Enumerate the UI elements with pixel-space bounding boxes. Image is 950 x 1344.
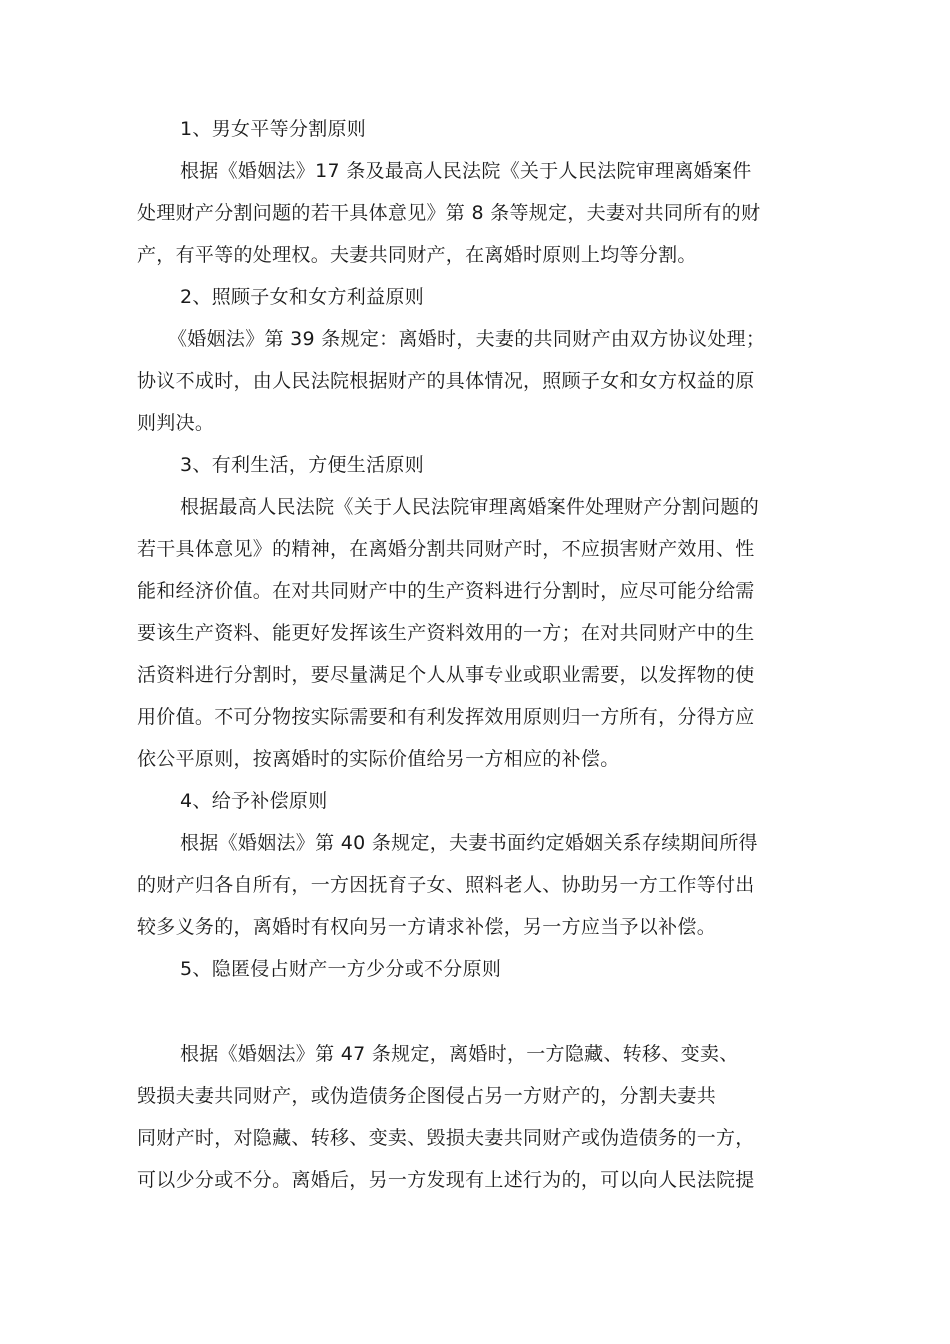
heading-principle-1: 1、男女平等分割原则 [180,118,367,140]
paragraph-line: 协议不成时，由人民法院根据财产的具体情况，照顾子女和女方权益的原 [137,370,755,392]
paragraph-line: 较多义务的，离婚时有权向另一方请求补偿，另一方应当予以补偿。 [137,916,717,938]
paragraph-line: 毁损夫妻共同财产，或伪造债务企图侵占另一方财产的，分割夫妻共 [137,1085,717,1107]
paragraph-line: 同财产时，对隐藏、转移、变卖、毁损夫妻共同财产或伪造债务的一方， [137,1127,755,1149]
heading-principle-4: 4、给予补偿原则 [180,790,328,812]
paragraph-line: 活资料进行分割时，要尽量满足个人从事专业或职业需要，以发挥物的使 [137,664,755,686]
paragraph-line: 根据最高人民法院《关于人民法院审理离婚案件处理财产分割问题的 [180,496,760,518]
paragraph-line: 的财产归各自所有，一方因抚育子女、照料老人、协助另一方工作等付出 [137,874,755,896]
paragraph-line: 处理财产分割问题的若干具体意见》第 8 条等规定，夫妻对共同所有的财 [137,202,761,224]
heading-principle-2: 2、照顾子女和女方利益原则 [180,286,424,308]
paragraph-line: 依公平原则，按离婚时的实际价值给另一方相应的补偿。 [137,748,620,770]
paragraph-line: 要该生产资料、能更好发挥该生产资料效用的一方；在对共同财产中的生 [137,622,755,644]
paragraph-line: 则判决。 [137,412,215,434]
paragraph-line: 可以少分或不分。离婚后，另一方发现有上述行为的，可以向人民法院提 [137,1169,755,1191]
paragraph-line: 根据《婚姻法》17 条及最高人民法院《关于人民法院审理离婚案件 [180,160,752,182]
paragraph-line: 《婚姻法》第 39 条规定：离婚时，夫妻的共同财产由双方协议处理； [168,328,766,350]
paragraph-line: 根据《婚姻法》第 40 条规定，夫妻书面约定婚姻关系存续期间所得 [180,832,758,854]
paragraph-line: 若干具体意见》的精神，在离婚分割共同财产时，不应损害财产效用、性 [137,538,755,560]
heading-principle-5: 5、隐匿侵占财产一方少分或不分原则 [180,958,502,980]
paragraph-line: 产，有平等的处理权。夫妻共同财产，在离婚时原则上均等分割。 [137,244,697,266]
paragraph-line: 能和经济价值。在对共同财产中的生产资料进行分割时，应尽可能分给需 [137,580,755,602]
paragraph-line: 用价值。不可分物按实际需要和有利发挥效用原则归一方所有，分得方应 [137,706,755,728]
paragraph-line: 根据《婚姻法》第 47 条规定，离婚时，一方隐藏、转移、变卖、 [180,1043,739,1065]
heading-principle-3: 3、有利生活，方便生活原则 [180,454,424,476]
